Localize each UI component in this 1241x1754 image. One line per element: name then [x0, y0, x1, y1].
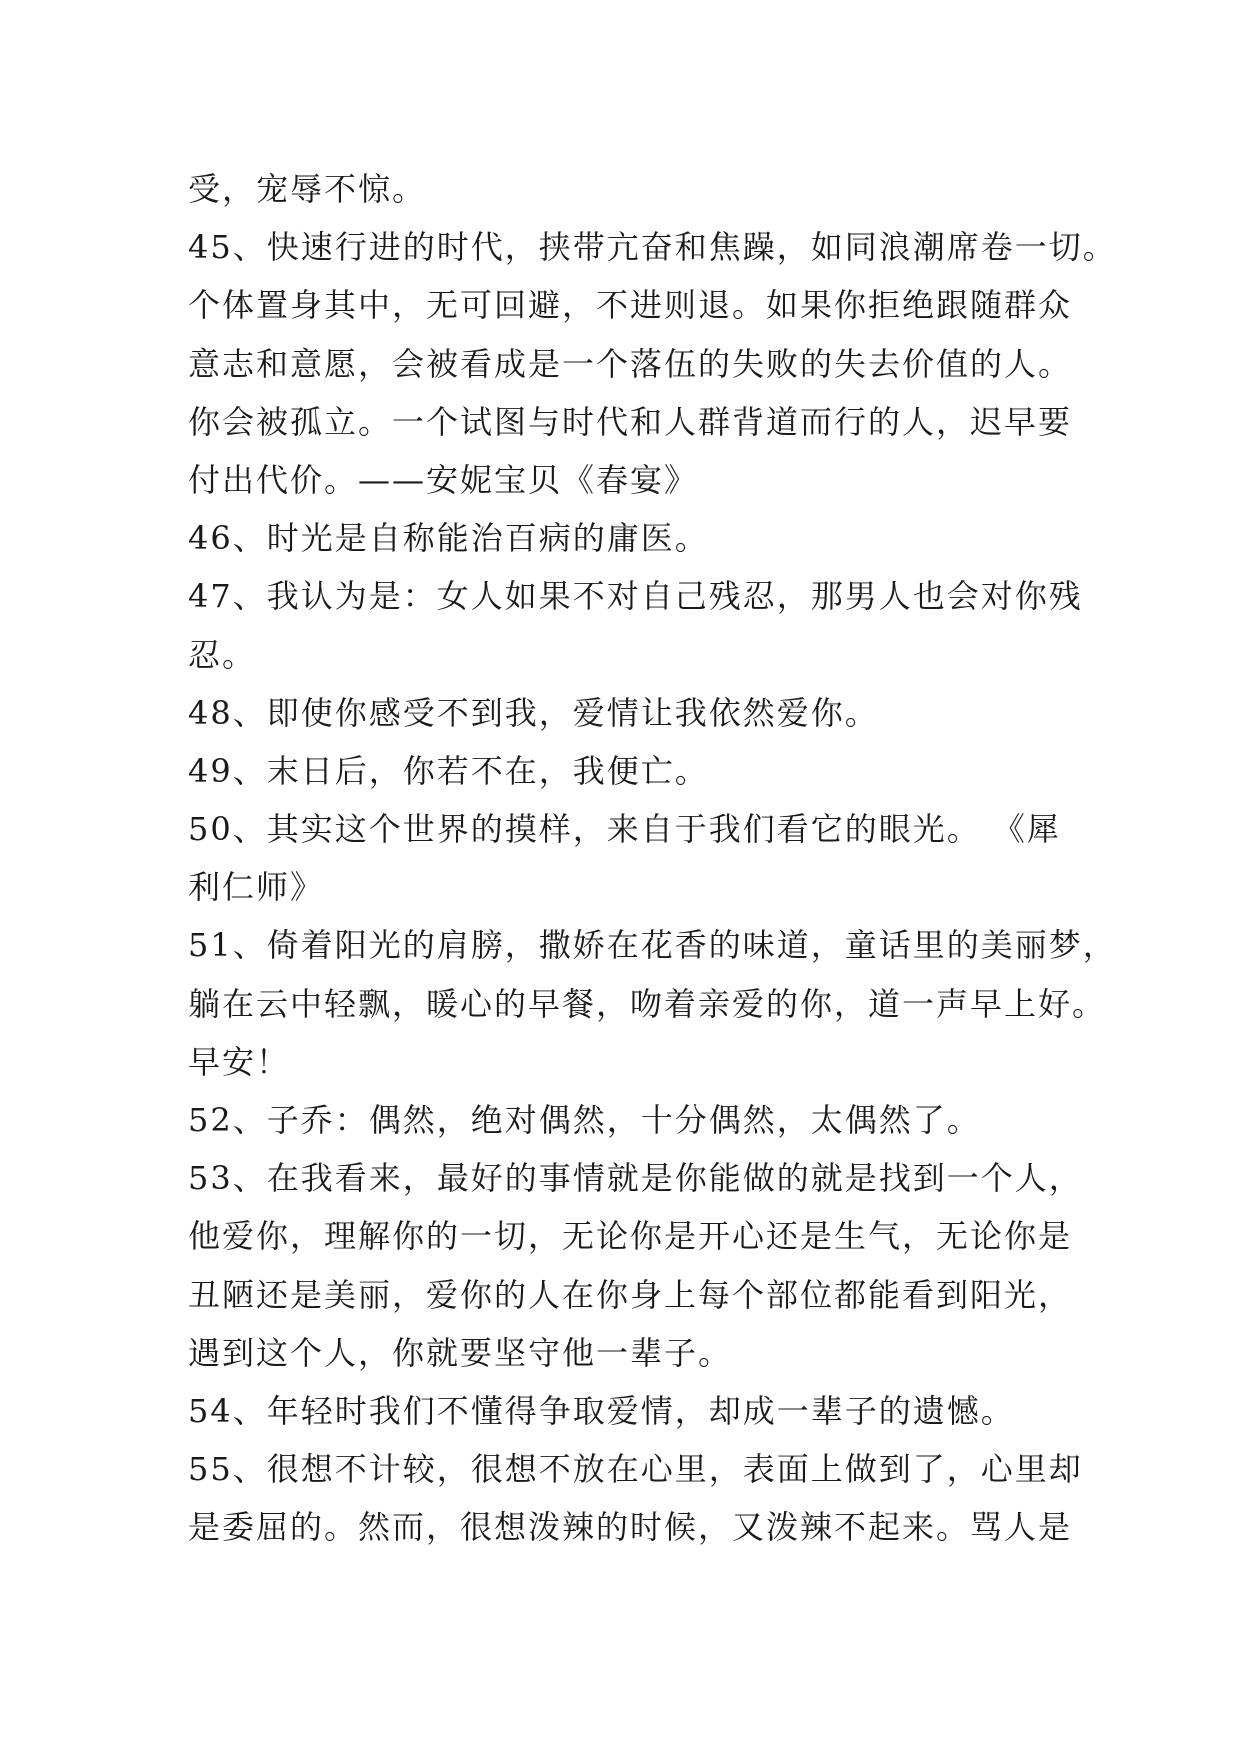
body-text — [188, 160, 1117, 1557]
text-line: 意志和意愿，会被看成是一个落伍的失败的失去价值的人。 — [188, 344, 1073, 383]
text-line: 忍。 — [188, 635, 257, 674]
text-line: 受，宠辱不惊。 — [188, 170, 427, 208]
text-line: 46、时光是自称能治百病的庸医。 — [188, 519, 709, 558]
text-line: 45、快速行进的时代，挟带亢奋和焦躁，如同浪潮席卷一切。 — [188, 228, 1117, 267]
text-line: 付出代价。——安妮宝贝《春宴》 — [188, 460, 699, 499]
text-line: 丑陋还是美丽，爱你的人在你身上每个部位都能看到阳光， — [188, 1275, 1073, 1314]
text-line: 遇到这个人，你就要坚守他一辈子。 — [188, 1333, 733, 1372]
text-line: 他爱你，理解你的一切，无论你是开心还是生气，无论你是 — [188, 1217, 1073, 1256]
text-line: 55、很想不计较，很想不放在心里，表面上做到了，心里却 — [188, 1450, 1083, 1489]
text-line: 51、倚着阳光的肩膀，撒娇在花香的味道，童话里的美丽梦， — [188, 926, 1117, 965]
text-line: 是委屈的。然而，很想泼辣的时候，又泼辣不起来。骂人是 — [188, 1508, 1073, 1547]
text-line: 54、年轻时我们不懂得争取爱情，却成一辈子的遗憾。 — [188, 1391, 1015, 1430]
text-line: 50、其实这个世界的摸样，来自于我们看它的眼光。 《犀 — [188, 810, 1061, 849]
text-line: 你会被孤立。一个试图与时代和人群背道而行的人，迟早要 — [188, 402, 1073, 441]
text-line: 49、末日后，你若不在，我便亡。 — [188, 751, 709, 790]
text-line: 利仁师》 — [188, 868, 325, 907]
text-line: 52、子乔：偶然，绝对偶然，十分偶然，太偶然了。 — [188, 1101, 981, 1139]
text-line: 早安！ — [188, 1042, 291, 1081]
text-line: 个体置身其中，无可回避，不进则退。如果你拒绝跟随群众 — [188, 286, 1073, 325]
text-line: 躺在云中轻飘，暖心的早餐，吻着亲爱的你，道一声早上好。 — [188, 984, 1107, 1023]
text-line: 53、在我看来，最好的事情就是你能做的就是找到一个人， — [188, 1159, 1083, 1198]
text-line: 47、我认为是：女人如果不对自己残忍，那男人也会对你残 — [188, 577, 1083, 616]
text-line: 48、即使你感受不到我，爱情让我依然爱你。 — [188, 693, 879, 732]
